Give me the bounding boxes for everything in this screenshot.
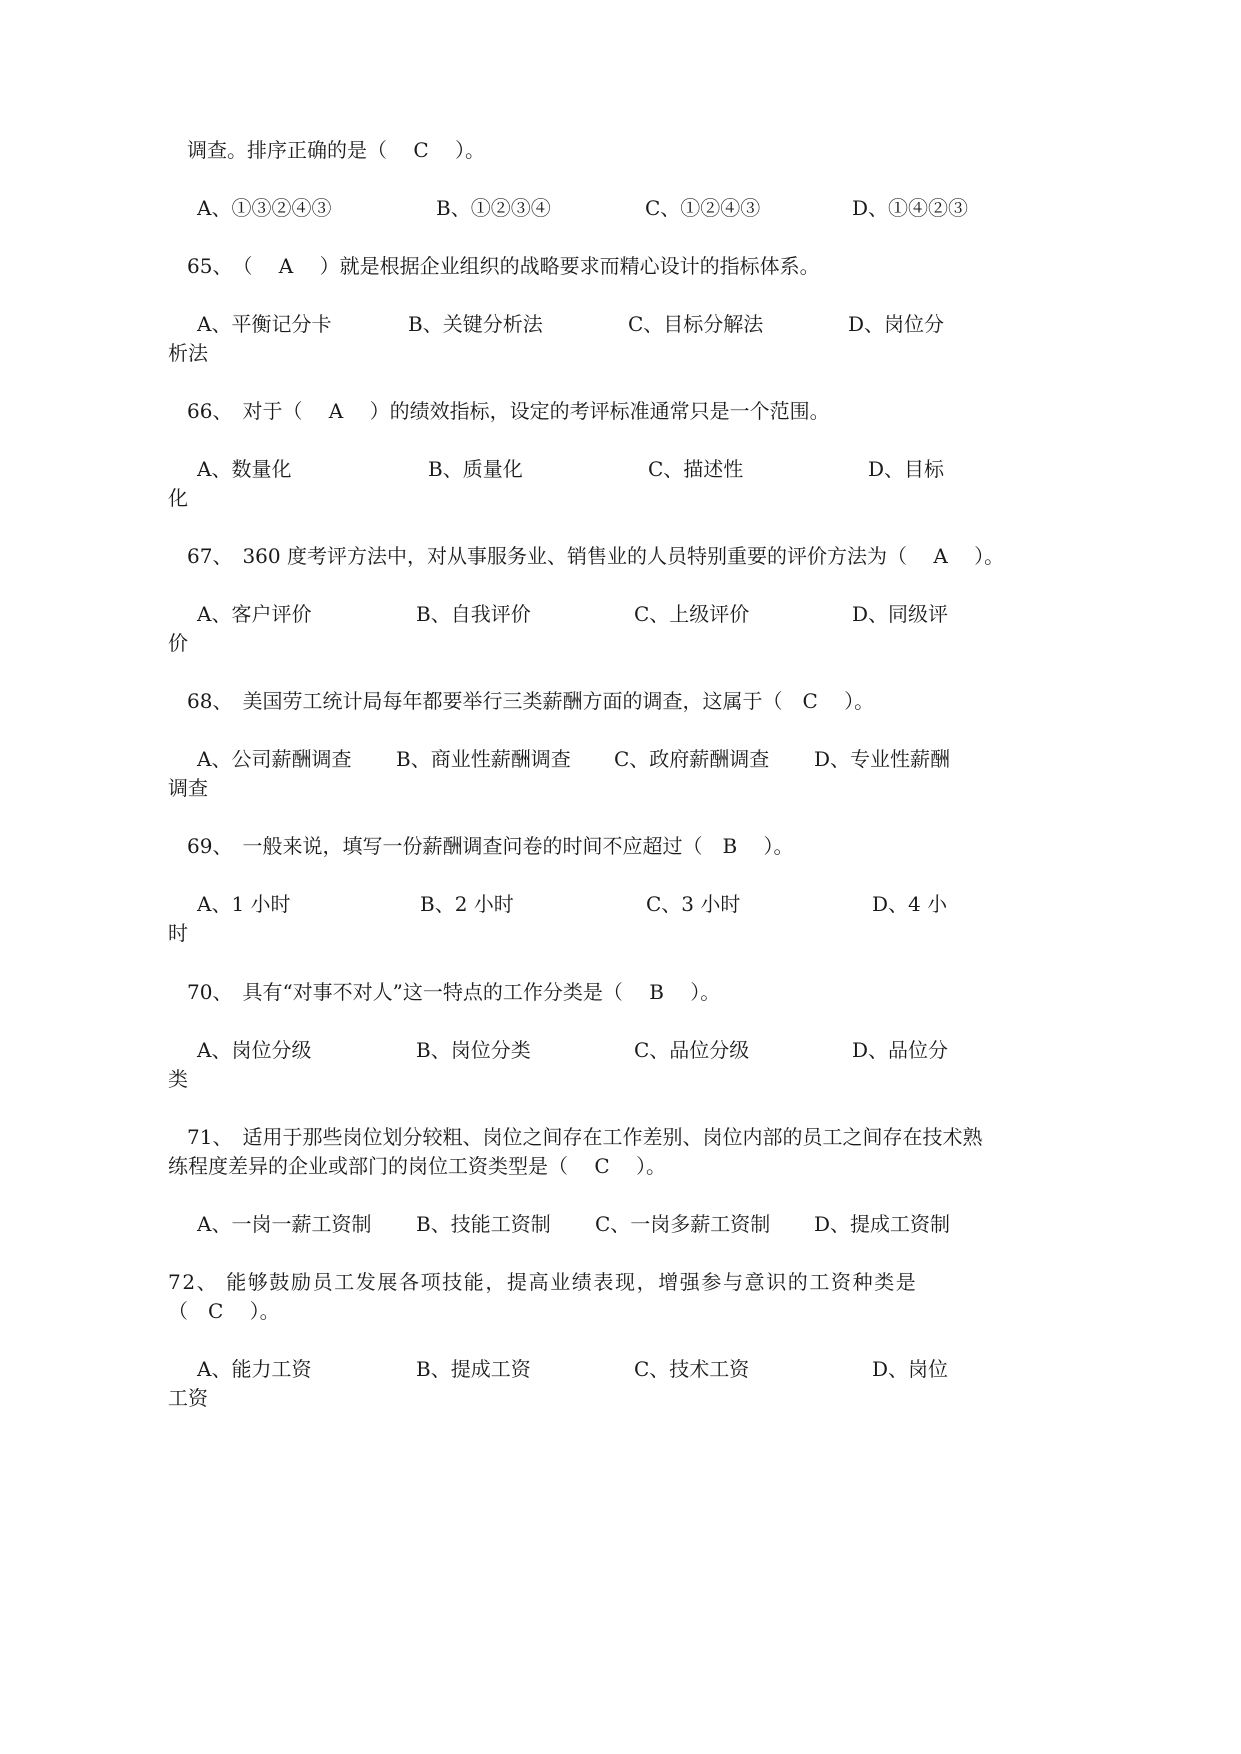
option-a: A、数量化	[197, 457, 292, 481]
option-d: D、品位分	[852, 1038, 949, 1062]
option-c: C、上级评价	[634, 602, 750, 626]
option-b: B、商业性薪酬调查	[396, 747, 571, 771]
option-b: B、关键分析法	[408, 312, 543, 336]
question-64-stem-end: 调查。排序正确的是（ C ）。	[187, 138, 486, 162]
option-d-wrap: 化	[168, 486, 188, 510]
option-a: A、公司薪酬调查	[197, 747, 352, 771]
option-d: D、岗位	[872, 1357, 949, 1381]
question-66-stem: 66、 对于（ A ）的绩效指标，设定的考评标准通常只是一个范围。	[187, 399, 830, 423]
option-a: A、1 小时	[197, 892, 291, 916]
option-d-wrap: 价	[168, 631, 188, 655]
option-b: B、①②③④	[436, 196, 551, 220]
question-72-stem: 72、 能够鼓励员工发展各项技能，提高业绩表现，增强参与意识的工资种类是	[168, 1270, 918, 1294]
option-b: B、技能工资制	[416, 1212, 551, 1236]
question-68-stem: 68、 美国劳工统计局每年都要举行三类薪酬方面的调查，这属于（ C ）。	[187, 689, 875, 713]
option-c: C、政府薪酬调查	[614, 747, 770, 771]
option-d-wrap: 类	[168, 1067, 188, 1091]
option-c: C、技术工资	[634, 1357, 750, 1381]
option-d: D、同级评	[852, 602, 949, 626]
question-72-stem-cont: （ C ）。	[168, 1299, 280, 1323]
option-d: D、专业性薪酬	[814, 747, 951, 771]
question-67-stem: 67、 360 度考评方法中，对从事服务业、销售业的人员特别重要的评价方法为（ A ）。	[187, 544, 1005, 568]
option-c: C、描述性	[648, 457, 744, 481]
option-a: A、岗位分级	[197, 1038, 312, 1062]
option-c: C、品位分级	[634, 1038, 750, 1062]
option-c: C、3 小时	[646, 892, 741, 916]
option-d: D、岗位分	[848, 312, 945, 336]
option-b: B、2 小时	[420, 892, 514, 916]
question-69-stem: 69、 一般来说，填写一份薪酬调查问卷的时间不应超过（ B ）。	[187, 834, 794, 858]
option-a: A、平衡记分卡	[197, 312, 332, 336]
option-d: D、提成工资制	[814, 1212, 951, 1236]
question-70-stem: 70、 具有“对事不对人”这一特点的工作分类是（ B ）。	[187, 980, 721, 1004]
option-b: B、岗位分类	[416, 1038, 531, 1062]
option-b: B、质量化	[428, 457, 523, 481]
option-d-wrap: 析法	[168, 341, 208, 365]
option-d: D、①④②③	[852, 196, 969, 220]
option-a: A、能力工资	[197, 1357, 312, 1381]
option-a: A、①③②④③	[197, 196, 332, 220]
option-a: A、一岗一薪工资制	[197, 1212, 372, 1236]
option-c: C、①②④③	[645, 196, 761, 220]
option-c: C、目标分解法	[628, 312, 764, 336]
option-a: A、客户评价	[197, 602, 312, 626]
option-b: B、提成工资	[416, 1357, 531, 1381]
option-d-wrap: 调查	[168, 776, 208, 800]
option-d-wrap: 工资	[168, 1386, 208, 1410]
question-71-stem: 71、 适用于那些岗位划分较粗、岗位之间存在工作差别、岗位内部的员工之间存在技术熟	[187, 1125, 983, 1149]
option-b: B、自我评价	[416, 602, 531, 626]
question-71-stem-cont: 练程度差异的企业或部门的岗位工资类型是（ C ）。	[168, 1154, 667, 1178]
option-d: D、4 小	[872, 892, 948, 916]
question-65-stem: 65、 （ A ）就是根据企业组织的战略要求而精心设计的指标体系。	[187, 254, 820, 278]
option-d: D、目标	[868, 457, 945, 481]
option-c: C、一岗多薪工资制	[595, 1212, 771, 1236]
option-d-wrap: 时	[168, 921, 188, 945]
